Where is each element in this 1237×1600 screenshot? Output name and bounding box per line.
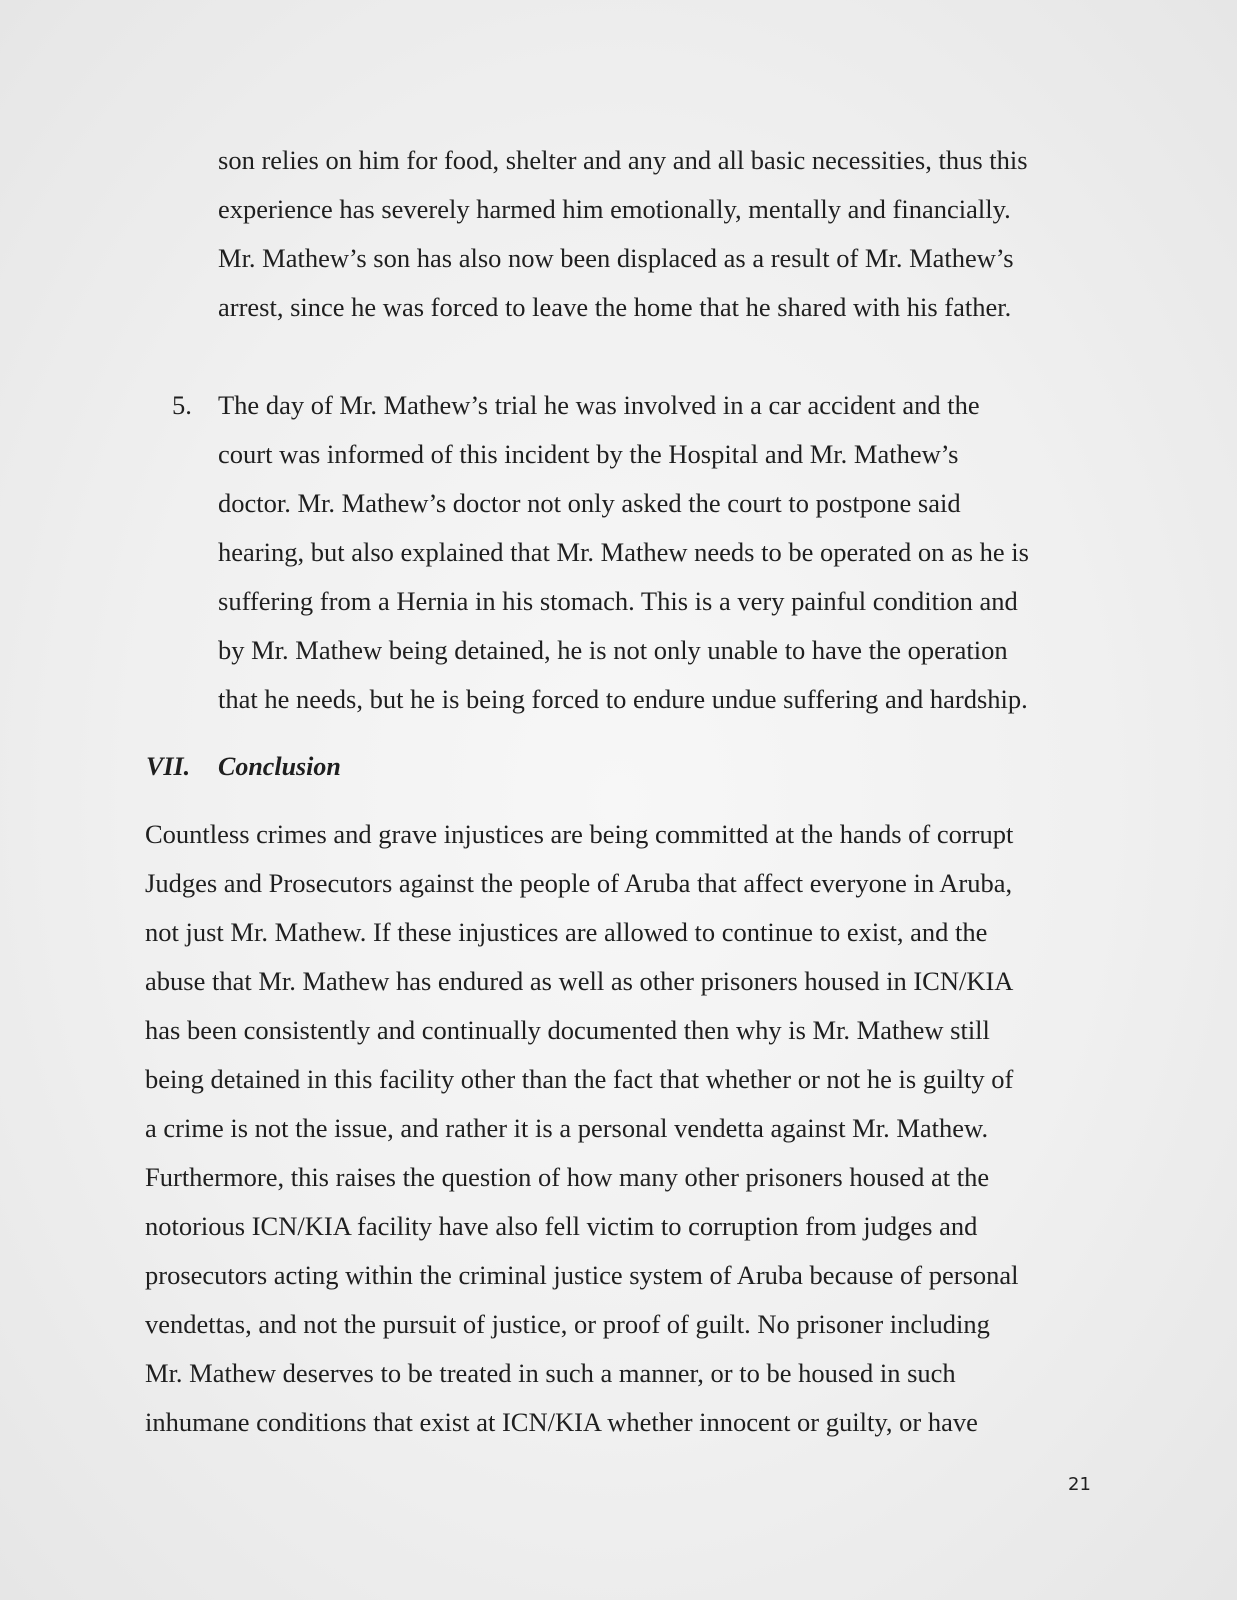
paragraph-line: experience has severely harmed him emotionally, mentally and financially. xyxy=(218,194,1011,224)
paragraph-line: abuse that Mr. Mathew has endured as well as other prisoners housed in ICN/KIA xyxy=(145,966,1014,996)
list-item-line: The day of Mr. Mathew’s trial he was involved in a car accident and the xyxy=(218,390,980,420)
list-item-line: that he needs, but he is being forced to endure undue suffering and hardship. xyxy=(218,684,1028,714)
paragraph-line: Mr. Mathew deserves to be treated in such a manner, or to be housed in such xyxy=(145,1358,956,1388)
paragraph-line: a crime is not the issue, and rather it is a personal vendetta against Mr. Mathew. xyxy=(145,1113,989,1143)
list-item-line: court was informed of this incident by the Hospital and Mr. Mathew’s xyxy=(218,439,959,469)
section-number: VII. xyxy=(146,752,191,781)
paragraph-line: being detained in this facility other than the fact that whether or not he is guilty of xyxy=(145,1064,1014,1094)
paragraph-line: son relies on him for food, shelter and any and all basic necessities, thus this xyxy=(218,145,1028,175)
paragraph-line: Countless crimes and grave injustices are being committed at the hands of corrupt xyxy=(145,819,1014,849)
paragraph-line: vendettas, and not the pursuit of justice, or proof of guilt. No prisoner including xyxy=(145,1309,990,1339)
paragraph-line: has been consistently and continually documented then why is Mr. Mathew still xyxy=(145,1015,990,1045)
paragraph-line: Mr. Mathew’s son has also now been displaced as a result of Mr. Mathew’s xyxy=(218,243,1014,273)
list-item-line: hearing, but also explained that Mr. Mathew needs to be operated on as he is xyxy=(218,537,1029,567)
section-title: Conclusion xyxy=(218,752,341,781)
page-number: 21 xyxy=(1068,1474,1091,1495)
list-item-line: by Mr. Mathew being detained, he is not only unable to have the operation xyxy=(218,635,1008,665)
paragraph-line: notorious ICN/KIA facility have also fell victim to corruption from judges and xyxy=(145,1211,978,1241)
paragraph-line: not just Mr. Mathew. If these injustices are allowed to continue to exist, and the xyxy=(145,917,988,947)
paragraph-line: arrest, since he was forced to leave the home that he shared with his father. xyxy=(218,292,1012,322)
paragraph-line: Furthermore, this raises the question of how many other prisoners housed at the xyxy=(145,1162,990,1192)
list-item-line: suffering from a Hernia in his stomach. This is a very painful condition and xyxy=(218,586,1018,616)
list-item-number: 5. xyxy=(172,390,192,420)
paragraph-line: Judges and Prosecutors against the people of Aruba that affect everyone in Aruba, xyxy=(145,868,1013,898)
paragraph-line: prosecutors acting within the criminal justice system of Aruba because of personal xyxy=(145,1260,1019,1290)
paragraph-line: inhumane conditions that exist at ICN/KIA whether innocent or guilty, or have xyxy=(145,1407,978,1437)
list-item-line: doctor. Mr. Mathew’s doctor not only asked the court to postpone said xyxy=(218,488,961,518)
